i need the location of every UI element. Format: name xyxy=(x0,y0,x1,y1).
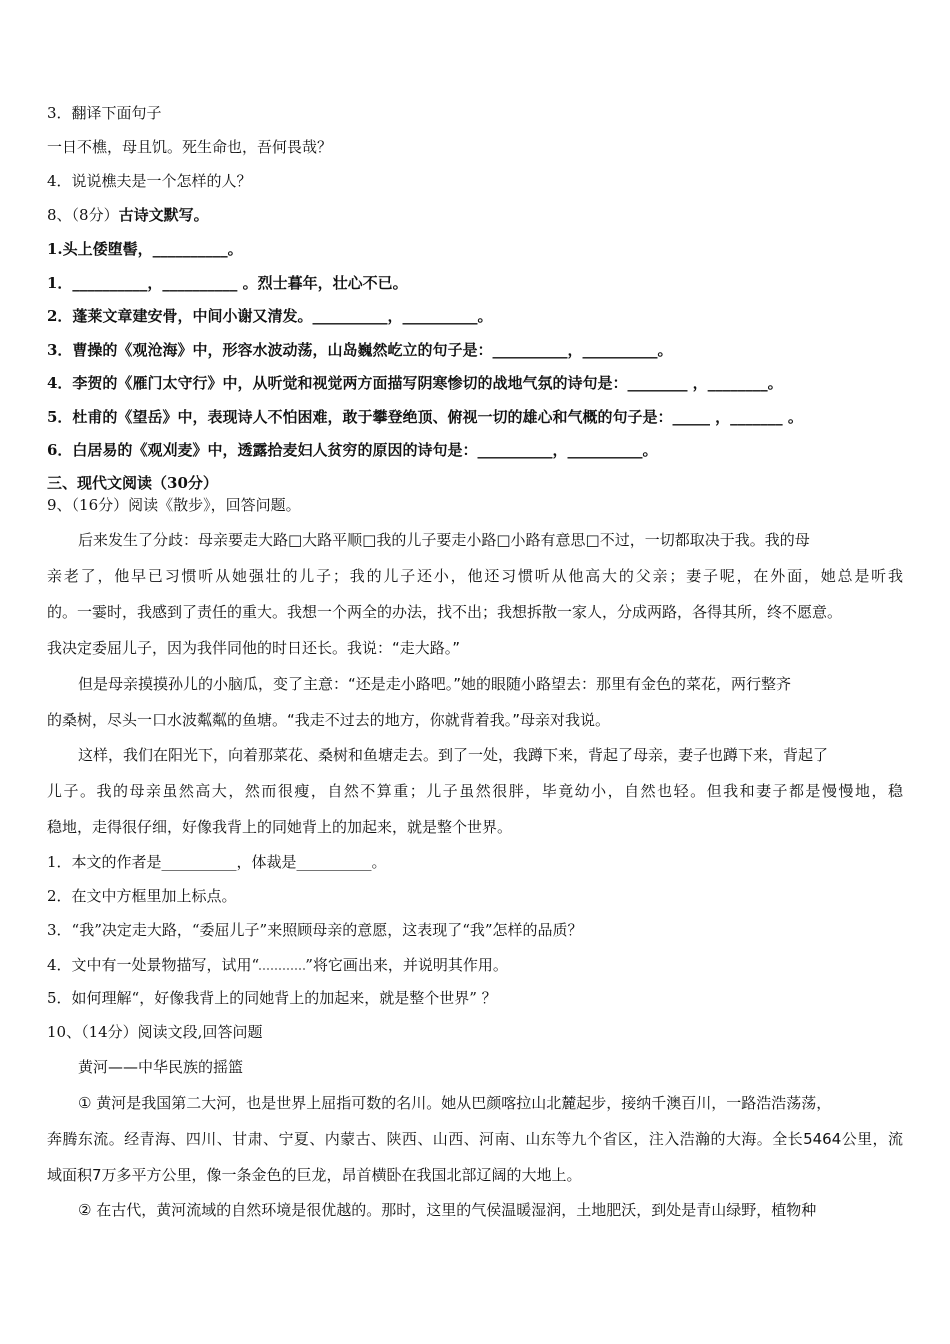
poem-blank-7: 6．白居易的《观刈麦》中，透露拾麦妇人贫穷的原因的诗句是：__________，__________。 xyxy=(47,441,658,459)
passage2-line-4: ② 在古代，黄河流域的自然环境是很优越的。那时，这里的气侯温暖湿润，土地肥沃，到处是青山绿野，植物种 xyxy=(78,1201,817,1219)
question-9-3: 3．“我”决定走大路，“委屈儿子”来照顾母亲的意愿，这表现了“我”怎样的品质？ xyxy=(47,921,583,939)
passage-line-1: 后来发生了分歧：母亲要走大路□大路平顺□我的儿子要走小路□小路有意思□不过，一切都取决于我。我的母 xyxy=(78,531,810,549)
question-9-4 xyxy=(47,954,508,975)
question-8-number: 8、（8分） xyxy=(47,206,119,224)
passage-line-3: 的。一霎时，我感到了责任的重大。我想一个两全的办法，找不出；我想拆散一家人，分成两路，各得其所，终不愿意。 xyxy=(47,603,843,621)
question-3-translate: 3．翻译下面句子 xyxy=(47,104,162,122)
poem-blank-4: 3．曹操的《观沧海》中，形容水波动荡，山岛巍然屹立的句子是：__________，__________。 xyxy=(47,341,673,359)
question-9-2: 2．在文中方框里加上标点。 xyxy=(47,887,237,905)
sentence-to-translate: 一日不樵，母且饥。死生命也，吾何畏哉？ xyxy=(47,138,333,156)
section-3-heading: 三、现代文阅读（30分） xyxy=(47,474,218,492)
passage2-line-1: ① 黄河是我国第二大河，也是世界上屈指可数的名川。她从巴颜喀拉山北麓起步，接纳千澳百川，一路浩浩荡荡， xyxy=(78,1094,832,1112)
question-8-heading xyxy=(47,205,209,225)
question-9-5: 5．如何理解“，好像我背上的同她背上的加起来，就是整个世界” ？ xyxy=(47,989,497,1007)
passage2-line-2: 奔腾东流。经青海、四川、甘肃、宁夏、内蒙古、陕西、山西、河南、山东等九个省区，注入浩瀚的大海。全长5464公里，流 xyxy=(47,1130,903,1148)
poem-blank-6: 5．杜甫的《望岳》中，表现诗人不怕困难，敢于攀登绝顶、俯视一切的雄心和气概的句子是：_____ ，_______ 。 xyxy=(47,408,803,426)
question-9-1: 1．本文的作者是__________，体裁是__________。 xyxy=(47,853,387,871)
passage-line-5: 但是母亲摸摸孙儿的小脑瓜，变了主意：“还是走小路吧。”她的眼随小路望去：那里有金色的菜花，两行整齐 xyxy=(78,675,792,693)
poem-blank-1: 1.头上倭堕髻，__________。 xyxy=(47,240,243,258)
question-10-heading: 10、（14分）阅读文段,回答问题 xyxy=(47,1023,263,1041)
poem-blank-3: 2．蓬莱文章建安骨，中间小谢又清发。__________，__________。 xyxy=(47,307,493,325)
poem-blank-5: 4．李贺的《雁门太守行》中，从听觉和视觉两方面描写阴寒惨切的战地气氛的诗句是：________ ，________。 xyxy=(47,374,783,392)
passage2-title: 黄河——中华民族的摇篮 xyxy=(78,1058,244,1076)
question-9-4-end: ”将它画出来，并说明其作用。 xyxy=(305,956,508,974)
passage-line-4: 我决定委屈儿子，因为我伴同他的时日还长。我说：“走大路。” xyxy=(47,639,461,657)
passage2-line-3: 域面积7万多平方公里，像一条金色的巨龙，昂首横卧在我国北部辽阔的大地上。 xyxy=(47,1166,582,1184)
passage-line-9: 稳地，走得很仔细，好像我背上的同她背上的加起来，就是整个世界。 xyxy=(47,818,513,836)
question-4-woodcutter: 4．说说樵夫是一个怎样的人？ xyxy=(47,172,252,190)
question-9-heading: 9、（16分）阅读《散步》，回答问题。 xyxy=(47,496,301,514)
passage-line-8: 儿子。我的母亲虽然高大，然而很瘦，自然不算重；儿子虽然很胖，毕竟幼小，自然也轻。但我和妻子都是慢慢地，稳 xyxy=(47,782,903,800)
poem-blank-2: 1．__________，__________ 。烈士暮年，壮心不已。 xyxy=(47,274,408,292)
passage-line-6: 的桑树，尽头一口水波粼粼的鱼塘。“我走不过去的地方，你就背着我。”母亲对我说。 xyxy=(47,711,611,729)
passage-line-2: 亲老了，他早已习惯听从她强壮的儿子；我的儿子还小，他还习惯听从他高大的父亲；妻子呢，在外面，她总是听我 xyxy=(47,567,903,585)
passage-line-7: 这样，我们在阳光下，向着那菜花、桑树和鱼塘走去。到了一处，我蹲下来，背起了母亲，妻子也蹲下来，背起了 xyxy=(78,746,829,764)
question-9-4-start: 4．文中有一处景物描写，试用“ xyxy=(47,956,260,974)
question-8-title: 古诗文默写。 xyxy=(118,206,209,224)
wavy-underline-mark xyxy=(259,954,305,970)
